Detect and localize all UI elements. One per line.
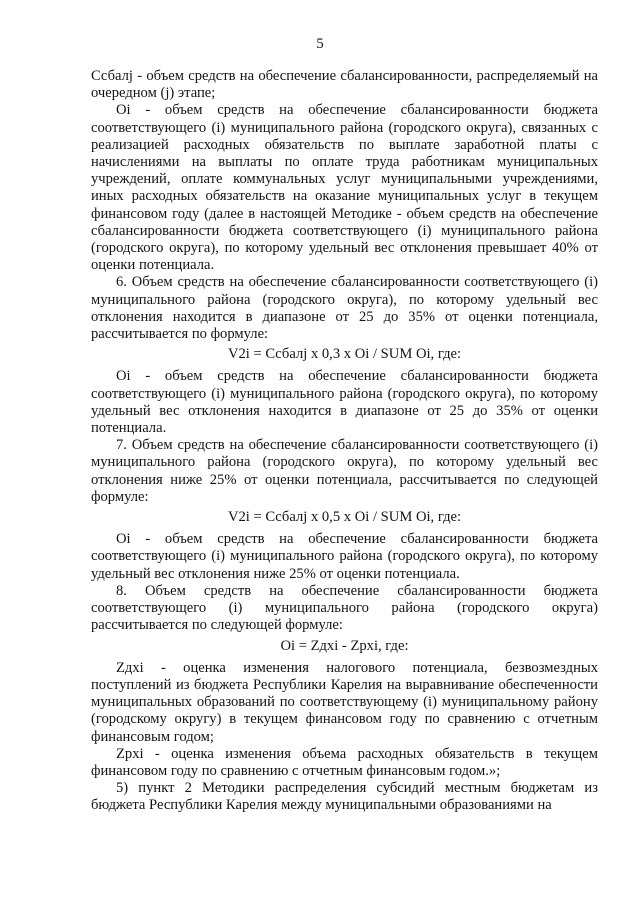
paragraph: 8. Объем средств на обеспечение сбалансированности бюджета соответствующего (i) муниципального района (городского округа) рассчитывается по следующей формуле: — [91, 582, 598, 634]
paragraph: Oi - объем средств на обеспечение сбалансированности бюджета соответствующего (i) муниципального района (городского округа), связанных с реализацией расходных обязательств по выплате заработной платы с начислениями на выплаты по оплате труда работникам муниципальных учреждений, оплате коммунальных услуг муниципальными учреждениями, иных расходных обязательств на оказание муниципальных услуг в текущем финансовом году (далее в настоящей Методике - объем средств на обеспечение сбалансированности бюджета соответствующего (i) муниципального района (городского округа), по которому удельный вес отклонения превышает 40% от оценки потенциала. — [91, 102, 598, 274]
paragraph: Oi - объем средств на обеспечение сбалансированности бюджета соответствующего (i) муниципального района (городского округа), по которому удельный вес отклонения ниже 25% от оценки потенциала. — [91, 531, 598, 582]
paragraph: 7. Объем средств на обеспечение сбалансированности соответствующего (i) муниципального района (городского округа), по которому удельный вес отклонения ниже 25% от оценки потенциала, рассчитывается по следующей формуле: — [91, 437, 598, 505]
paragraph: 6. Объем средств на обеспечение сбалансированности соответствующего (i) муниципального района (городского округа), по которому удельный вес отклонения находится в диапазоне от 25 до 35% от оценки потенциала, рассчитывается по формуле: — [91, 274, 598, 343]
paragraph: Oi - объем средств на обеспечение сбалансированности бюджета соответствующего (i) муниципального района (городского округа), по которому удельный вес отклонения находится в диапазоне от 25 до 35% от оценки потенциала. — [91, 368, 598, 437]
paragraph: Zpxi - оценка изменения объема расходных обязательств в текущем финансовом году по сравнению с отчетным финансовым годом.»; — [91, 745, 598, 779]
paragraph: Zдxi - оценка изменения налогового потенциала, безвозмездных поступлений из бюджета Республики Карелия на выравнивание обеспеченности муниципальных образований по соответствующему (i) муниципальному району (городскому округу) в текущем финансовом году по сравнению с отчетным финансовым годом; — [91, 659, 598, 745]
formula: Oi = Zдxi - Zpxi, где: — [280, 637, 409, 654]
formula: V2i = Ссбалj x 0,3 x Oi / SUM Oi, где: — [227, 346, 462, 363]
document-body — [91, 68, 598, 815]
page-number: 5 — [316, 36, 324, 52]
paragraph: 5) пункт 2 Методики распределения субсидий местным бюджетам из бюджета Республики Карелия между муниципальными образованиями на — [91, 780, 598, 814]
paragraph: Ссбалj - объем средств на обеспечение сбалансированности, распределяемый на очередном (j) этапе; — [91, 68, 598, 102]
formula: V2i = Ссбалj x 0,5 x Oi / SUM Oi, где: — [227, 509, 462, 526]
